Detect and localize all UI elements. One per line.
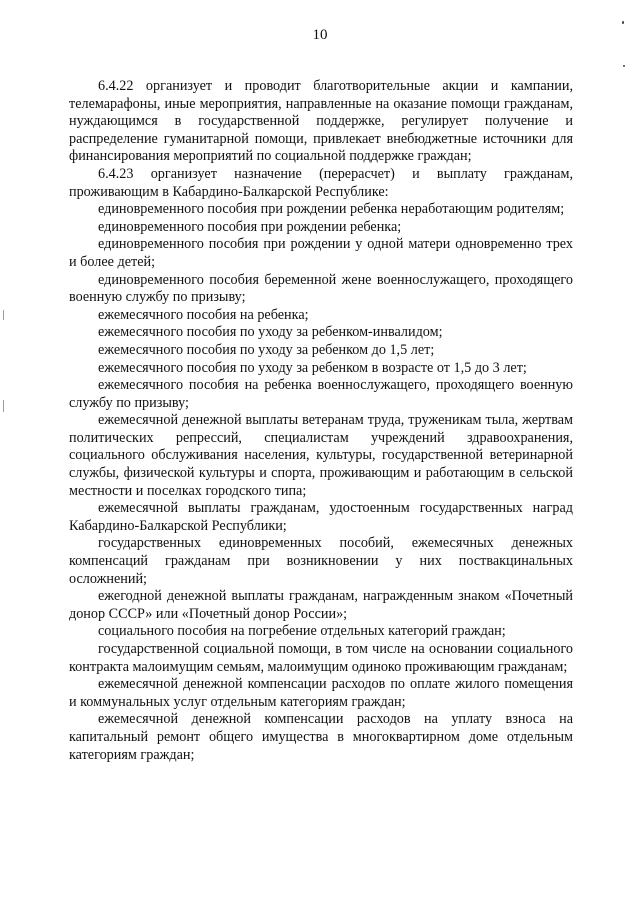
paragraph: государственной социальной помощи, в том числе на основании социального контракта малоимущим семьям, малоимущим одиноко проживающим гражданам;: [69, 641, 573, 675]
paragraph: единовременного пособия при рождении у одной матери одновременно трех и более детей;: [69, 236, 573, 270]
paragraph: ежемесячной выплаты гражданам, удостоенным государственных наград Кабардино-Балкарской Республики;: [69, 500, 573, 534]
paragraph: ежемесячного пособия на ребенка;: [98, 306, 309, 323]
scan-speck: [3, 310, 4, 320]
paragraph: единовременного пособия беременной жене военнослужащего, проходящего военную службу по призыву;: [69, 271, 573, 306]
paragraph: ежемесячной денежной выплаты ветеранам труда, труженикам тыла, жертвам политических репрессий, специалистам учреждений здравоохранения, социального обслуживания населения, культуры, государственной ветеринарной службы, физической культуры и спорта, проживающим и работающим в сельской местности и поселках городского типа;: [69, 412, 573, 499]
paragraph: ежемесячной денежной компенсации расходов по оплате жилого помещения и коммунальных услуг отдельным категориям граждан;: [69, 676, 573, 710]
paragraph: единовременного пособия при рождении ребенка неработающим родителям;: [98, 201, 565, 218]
paragraph: ежемесячного пособия на ребенка военнослужащего, проходящего военную службу по призыву;: [69, 377, 573, 411]
paragraph: ежемесячной денежной компенсации расходов на уплату взноса на капитальный ремонт общего имущества в многоквартирном доме отдельным категориям граждан;: [69, 711, 573, 763]
paragraph: 6.4.22 организует и проводит благотворительные акции и кампании, телемарафоны, иные мероприятия, направленные на оказание помощи гражданам, нуждающимся в государственной поддержке, регулирует получение и распределение гуманитарной помощи, привлекает внебюджетные источники для финансирования мероприятий по социальной поддержке граждан;: [69, 78, 573, 165]
scan-speck: [3, 400, 4, 412]
paragraph: ежемесячного пособия по уходу за ребенком в возрасте от 1,5 до 3 лет;: [98, 359, 527, 376]
paragraph: единовременного пособия при рождении ребенка;: [98, 218, 402, 235]
paragraph: ежегодной денежной выплаты гражданам, награжденным знаком «Почетный донор СССР» или «Почетный донор России»;: [69, 588, 573, 622]
scan-speck: [622, 21, 624, 24]
paragraph: социального пособия на погребение отдельных категорий граждан;: [98, 623, 506, 640]
paragraph: 6.4.23 организует назначение (перерасчет) и выплату гражданам, проживающим в Кабардино-Балкарской Республике:: [69, 165, 573, 200]
paragraph: ежемесячного пособия по уходу за ребенком до 1,5 лет;: [98, 341, 435, 358]
paragraph: государственных единовременных пособий, ежемесячных денежных компенсаций гражданам при возникновении у них поствакцинальных осложнений;: [69, 535, 573, 587]
page-number: 10: [312, 27, 328, 43]
paragraph: ежемесячного пособия по уходу за ребенком-инвалидом;: [98, 324, 443, 341]
scan-speck: [623, 65, 625, 67]
document-body: [69, 78, 573, 764]
